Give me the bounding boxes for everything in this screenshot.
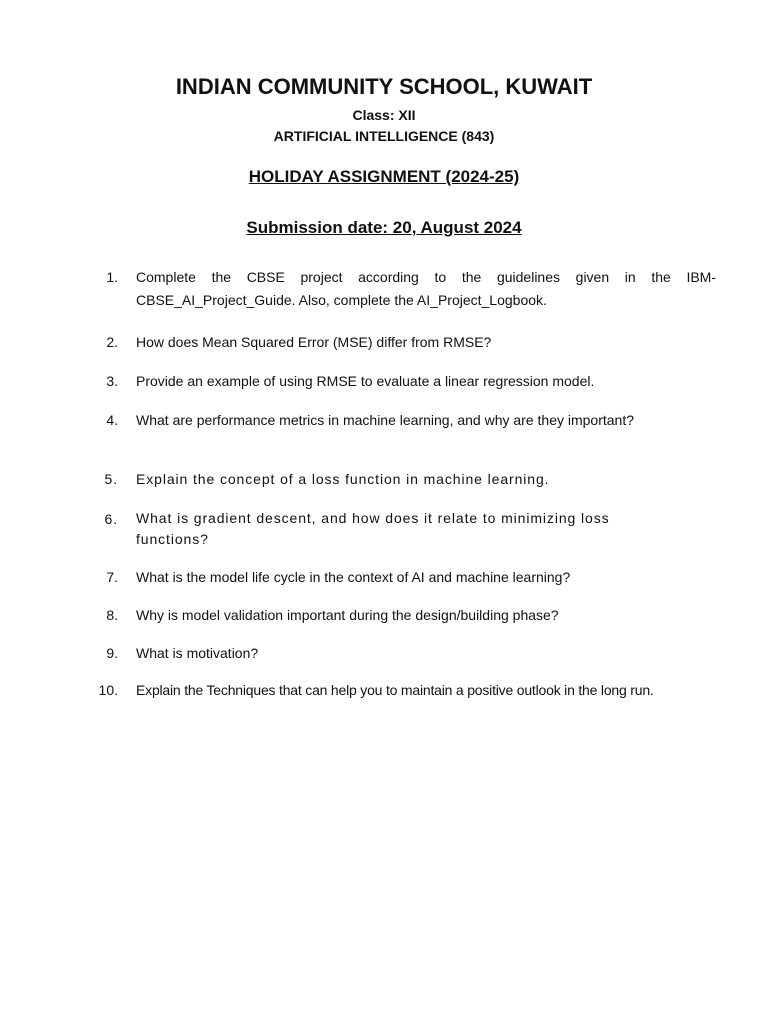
question-number: 8. — [106, 607, 118, 623]
question-text: Complete the CBSE project according to the guidelines given in the IBM-CBSE_AI_Project_Guide. Also, complete the AI_Project_Logbook. — [136, 269, 716, 308]
question-item — [96, 679, 716, 703]
question-text: Explain the Techniques that can help you to maintain a positive outlook in the long run. — [136, 682, 654, 698]
question-number: 5. — [104, 471, 118, 487]
class-line: Class: XII — [352, 107, 416, 123]
question-text: Why is model validation important during the design/building phase? — [136, 607, 559, 623]
subject-line: ARTIFICIAL INTELLIGENCE (843) — [273, 128, 495, 144]
question-text: What is motivation? — [136, 645, 259, 661]
question-number: 10. — [98, 682, 118, 698]
question-number: 9. — [106, 645, 118, 661]
question-number: 3. — [106, 373, 118, 389]
question-item — [96, 508, 716, 554]
question-item — [96, 468, 716, 492]
question-number: 6. — [104, 511, 118, 527]
question-text: Provide an example of using RMSE to evaluate a linear regression model. — [136, 373, 595, 389]
question-item — [96, 566, 716, 590]
question-text: Explain the concept of a loss function in machine learning. — [136, 471, 550, 487]
question-text: What is gradient descent, and how does it relate to minimizing loss functions? — [136, 510, 610, 547]
submission-date: Submission date: 20, August 2024 — [246, 218, 522, 237]
question-number: 2. — [106, 334, 118, 350]
question-item — [96, 370, 716, 394]
school-name: INDIAN COMMUNITY SCHOOL, KUWAIT — [175, 74, 593, 99]
question-item — [96, 409, 716, 433]
assignment-title: HOLIDAY ASSIGNMENT (2024-25) — [248, 167, 520, 186]
question-text: What is the model life cycle in the context of AI and machine learning? — [136, 569, 571, 585]
question-item — [96, 604, 716, 628]
question-text: How does Mean Squared Error (MSE) differ from RMSE? — [136, 334, 492, 350]
question-number: 4. — [106, 412, 118, 428]
question-item — [96, 266, 716, 314]
question-item — [96, 642, 716, 666]
question-number: 7. — [106, 569, 118, 585]
question-text: What are performance metrics in machine learning, and why are they important? — [136, 412, 635, 428]
question-number: 1. — [106, 269, 118, 285]
question-item — [96, 331, 716, 355]
